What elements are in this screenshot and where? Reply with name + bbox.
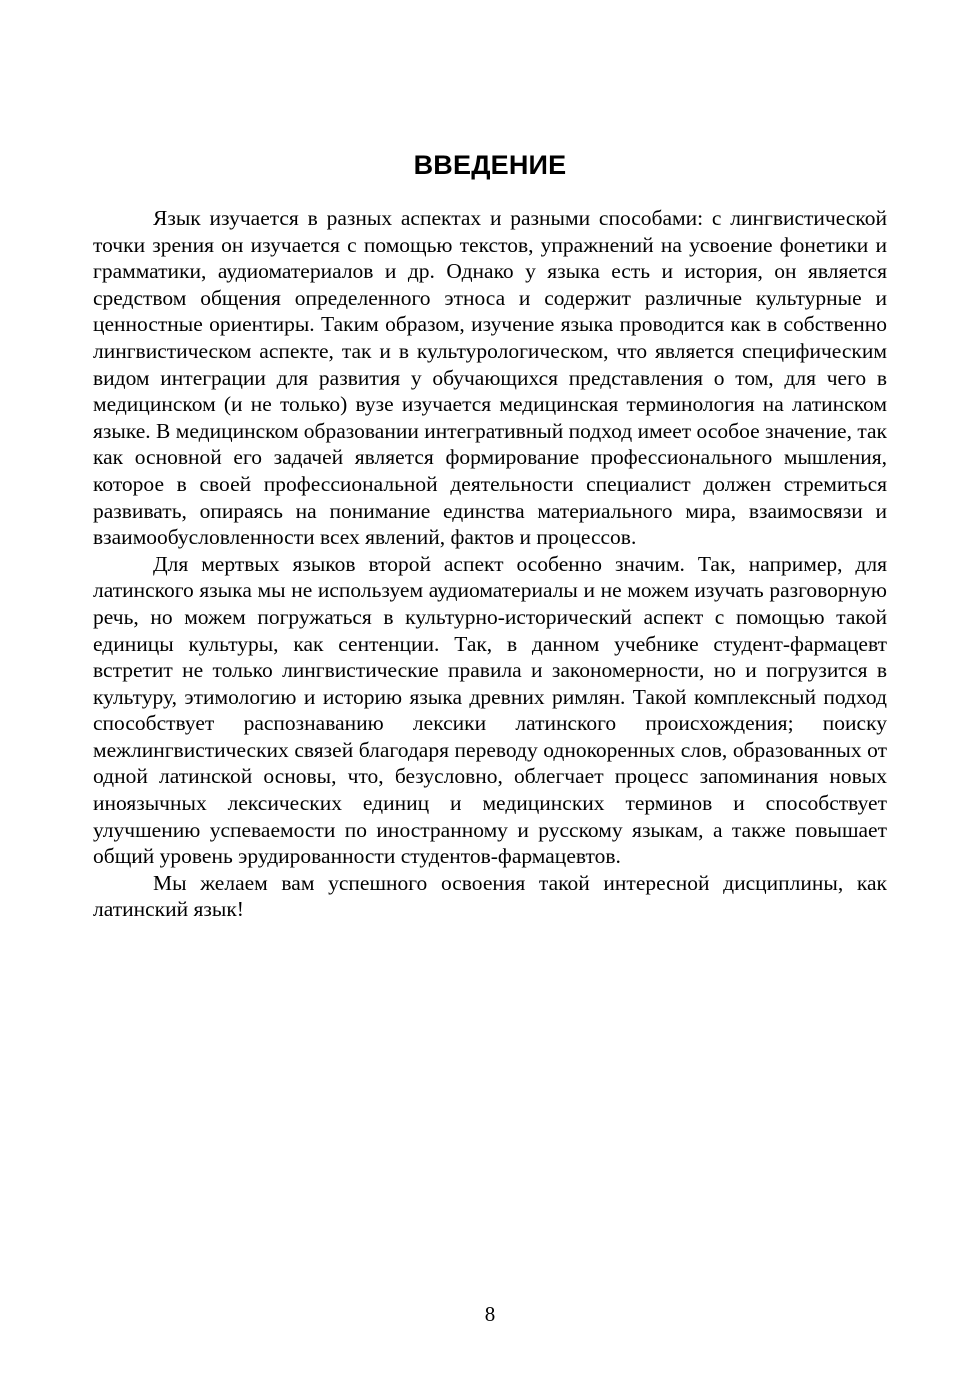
- page-number: 8: [484, 1302, 496, 1326]
- section-heading: ВВЕДЕНИЕ: [413, 150, 567, 180]
- paragraph-closing-wish: Мы желаем вам успешного освоения такой интересной дисциплины, как латинский язык!: [93, 870, 887, 922]
- body-text: [93, 205, 887, 923]
- paragraph-intro: Язык изучается в разных аспектах и разными способами: с лингвистической точки зрения он изучается с помощью текстов, упражнений на усвоение фонетики и грамматики, аудиоматериалов и др. Однако у языка есть и история, он является средством общения определенного этноса и содержит различные культурные и ценностные ориентиры. Таким образом, изучение языка проводится как в собственно лингвистическом аспекте, так и в культурологическом, что является специфическим видом интеграции для развития у обучающихся представления о том, для чего в медицинском (и не только) вузе изучается медицинская терминология на латинском языке. В медицинском образовании интегративный подход имеет особое значение, так как основной его задачей является формирование профессионального мышления, которое в своей профессиональной деятельности специалист должен стремиться развивать, опираясь на понимание единства материального мира, взаимосвязи и взаимообусловленности всех явлений, фактов и процессов.: [93, 206, 887, 550]
- paragraph-dead-languages: Для мертвых языков второй аспект особенно значим. Так, например, для латинского языка мы не используем аудиоматериалы и не можем изучать разговорную речь, но можем погружаться в культурно-исторический аспект с помощью такой единицы культуры, как сентенции. Так, в данном учебнике студент-фармацевт встретит не только лингвистические правила и закономерности, но и погрузится в культуру, этимологию и историю языка древних римлян. Такой комплексный подход способствует распознаванию лексики латинского происхождения; поиску межлингвистических связей благодаря переводу однокоренных слов, образованных от одной латинской основы, что, безусловно, облегчает процесс запоминания новых иноязычных лексических единиц и медицинских терминов и способствует улучшению успеваемости по иностранному и русскому языкам, а также повышает общий уровень эрудированности студентов-фармацевтов.: [93, 551, 887, 869]
